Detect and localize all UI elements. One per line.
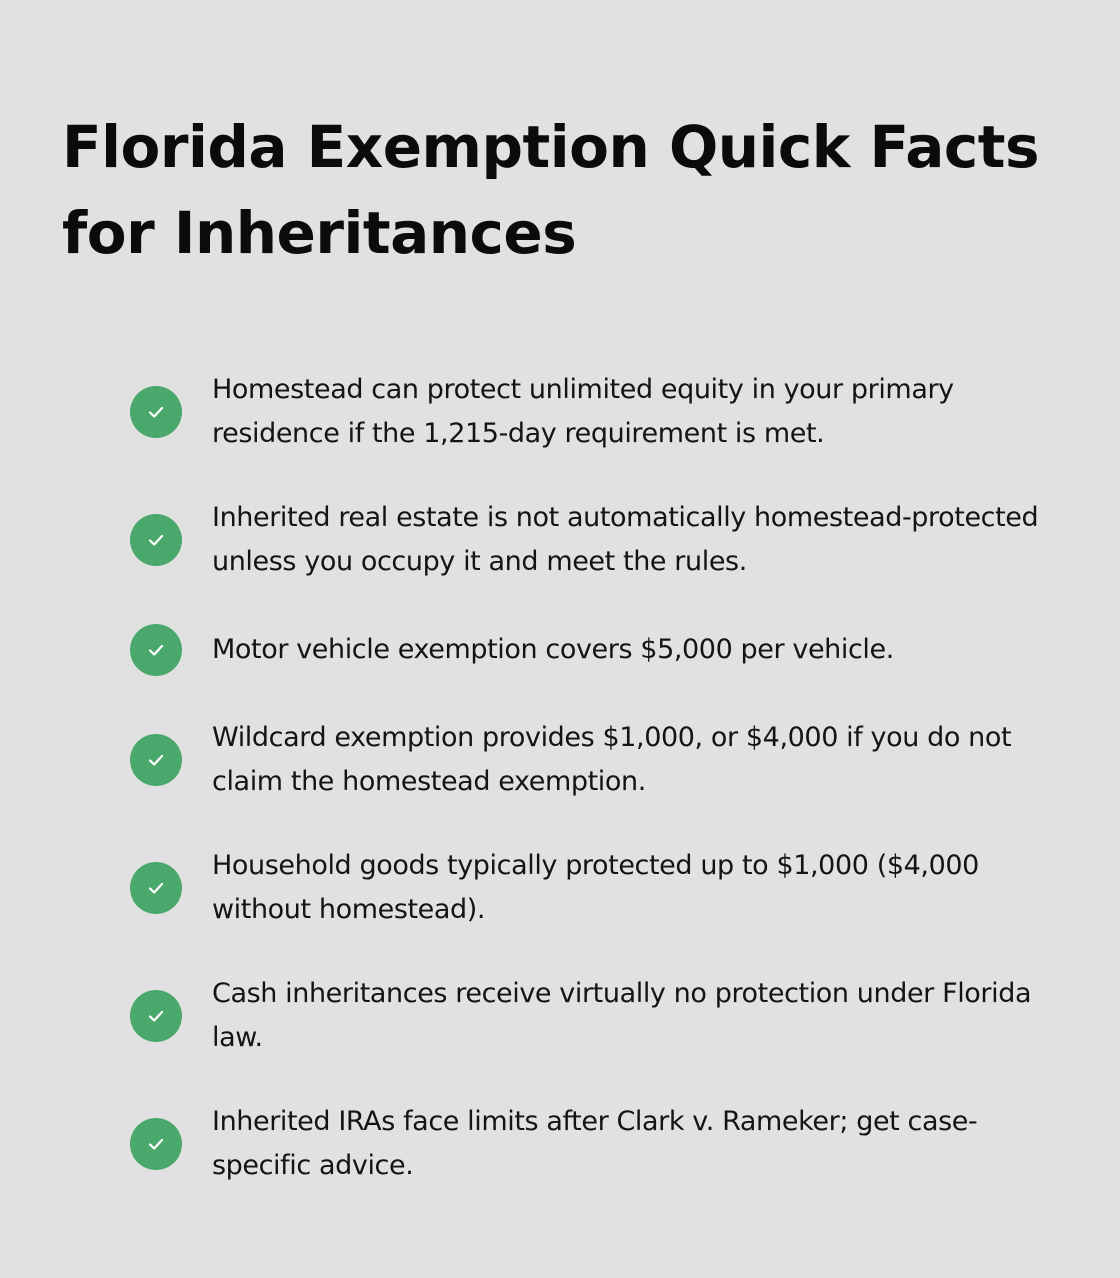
fact-text: Motor vehicle exemption covers $5,000 per vehicle. xyxy=(212,634,894,665)
check-circle-icon xyxy=(130,514,182,566)
check-circle-icon xyxy=(130,990,182,1042)
check-circle-icon xyxy=(130,1118,182,1170)
fact-item xyxy=(130,715,1060,805)
fact-text: Inherited IRAs face limits after Clark v. Rameker; get case-specific advice. xyxy=(212,1106,978,1181)
fact-text: Household goods typically protected up to $1,000 ($4,000 without homestead). xyxy=(212,850,979,925)
check-circle-icon xyxy=(130,862,182,914)
fact-text: Cash inheritances receive virtually no protection under Florida law. xyxy=(212,978,1032,1053)
fact-item xyxy=(130,843,1060,933)
fact-item xyxy=(130,495,1060,585)
fact-text: Wildcard exemption provides $1,000, or $4,000 if you do not claim the homestead exemption. xyxy=(212,722,1012,797)
fact-item xyxy=(130,1099,1060,1189)
fact-item xyxy=(130,605,1060,695)
fact-item xyxy=(130,971,1060,1061)
fact-text: Homestead can protect unlimited equity in your primary residence if the 1,215-day requirement is met. xyxy=(212,374,954,449)
fact-text: Inherited real estate is not automatically homestead-protected unless you occupy it and meet the rules. xyxy=(212,502,1039,577)
check-circle-icon xyxy=(130,734,182,786)
page-title: Florida Exemption Quick Facts for Inheritances xyxy=(62,113,1040,267)
check-circle-icon xyxy=(130,624,182,676)
fact-item xyxy=(130,367,1060,457)
check-circle-icon xyxy=(130,386,182,438)
